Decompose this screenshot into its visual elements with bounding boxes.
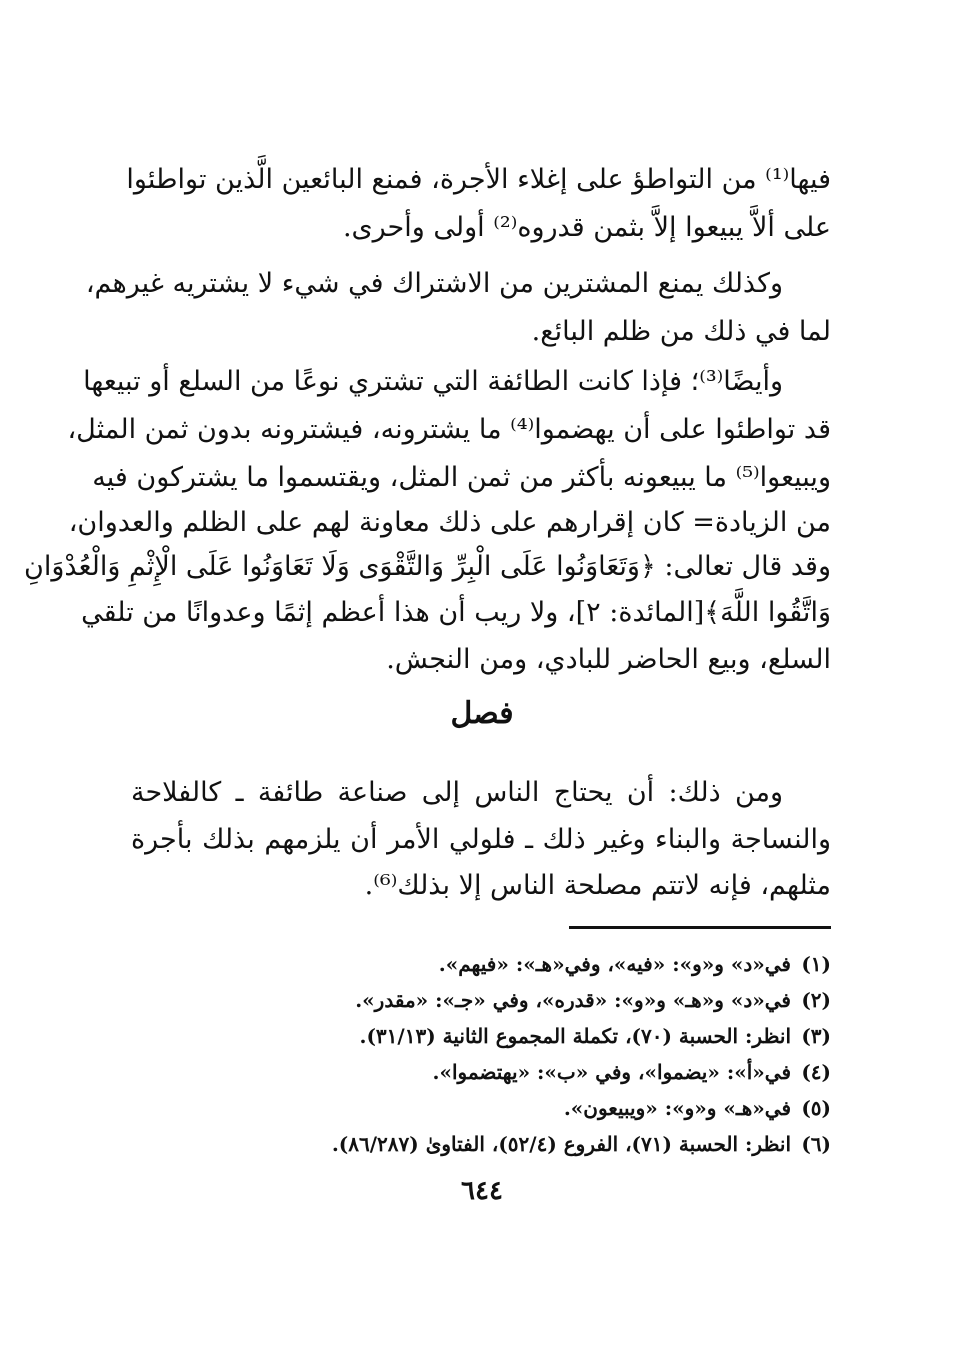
footnote-text: في«د» و«هـ» و«و»: «قدره»، وفي «جـ»: «مقدر». [355,988,791,1012]
body-line-10: وَاتَّقُوا اللَّهَ﴾[المائدة: ٢]، ولا ريب أن هذا أعظم إثمًا وعدوانًا من تلقي [81,597,831,628]
footnote-4 [131,1055,831,1089]
body-line-11: السلع، وبيع الحاضر للبادي، ومن النجش. [386,644,831,675]
footnote-6 [131,1127,831,1161]
section-line-1: ومن ذلك: أن يحتاج الناس إلى صناعة طائفة ـ كالفلاحة [131,777,783,808]
footnote-number: (٣) [801,1024,831,1048]
body-line-2: على ألاَّ يبيعوا إلاَّ بثمن قدروه⁽²⁾ أولى وأحرى. [342,212,831,243]
section-line-2: والنساجة والبناء وغير ذلك ـ فلولي الأمر أن يلزمهم بذلك بأجرة [131,824,831,855]
body-line-7: ويبيعوا⁽⁵⁾ ما يبيعونه بأكثر من ثمن المثل، ويقتسموا ما يشتركون فيه [92,462,831,493]
footnote-text: في«د» و«و»: «فيه»، وفي«هـ»: «فيهم». [438,952,791,976]
body-line-6: قد تواطئوا على أن يهضموا⁽⁴⁾ ما يشترونه، فيشترونه بدون ثمن المثل، [67,414,831,445]
section-line-3: مثلهم، فإنه لاتتم مصلحة الناس إلا بذلك⁽⁶⁾. [364,870,831,901]
section-heading: فصل [450,696,514,731]
footnote-number: (٦) [801,1132,831,1156]
footnote-text: انظر: الحسبة (٧٠)، تكملة المجموع الثانية (٣١/١٣). [359,1024,791,1048]
footnote-2 [131,983,831,1017]
footnote-5 [131,1091,831,1125]
footnote-3 [131,1019,831,1053]
body-line-8: من الزيادة= كان إقرارهم على ذلك معاونة لهم على الظلم والعدوان، [68,507,831,538]
body-line-9-quran: وقد قال تعالى: ﴿وَتَعَاوَنُوا عَلَى الْبِرِّ وَالتَّقْوَى وَلَا تَعَاوَنُوا عَلَى الْإِثْمِ وَالْعُدْوَانِ [24,551,831,582]
footnote-text: انظر: الحسبة (٧١)، الفروع (٥٢/٤)، الفتاوىٰ (٨٦/٢٨٧). [331,1132,791,1156]
footnote-number: (٤) [801,1060,831,1084]
footnote-text: في«هـ» و«و»: «ويبيعون». [563,1096,791,1120]
body-line-5: وأيضًا⁽³⁾؛ فإذا كانت الطائفة التي تشتري نوعًا من السلع أو تبيعها [83,366,783,397]
body-line-3: وكذلك يمنع المشترين من الاشتراك في شيء لا يشتريه غيرهم، [85,268,783,299]
footnote-text: في«أ»: «يضموا»، وفي «ب»: «يهتضموا». [432,1060,791,1084]
footnote-number: (٥) [801,1096,831,1120]
footnote-number: (١) [801,952,831,976]
page-number: ٦٤٤ [461,1176,503,1206]
footnote-divider [569,926,831,929]
body-line-1: فيها⁽¹⁾ من التواطؤ على إغلاء الأجرة، فمنع البائعين الَّذين تواطئوا [126,164,831,195]
body-line-4: لما في ذلك من ظلم البائع. [531,316,831,347]
footnote-number: (٢) [801,988,831,1012]
footnote-1 [131,947,831,981]
